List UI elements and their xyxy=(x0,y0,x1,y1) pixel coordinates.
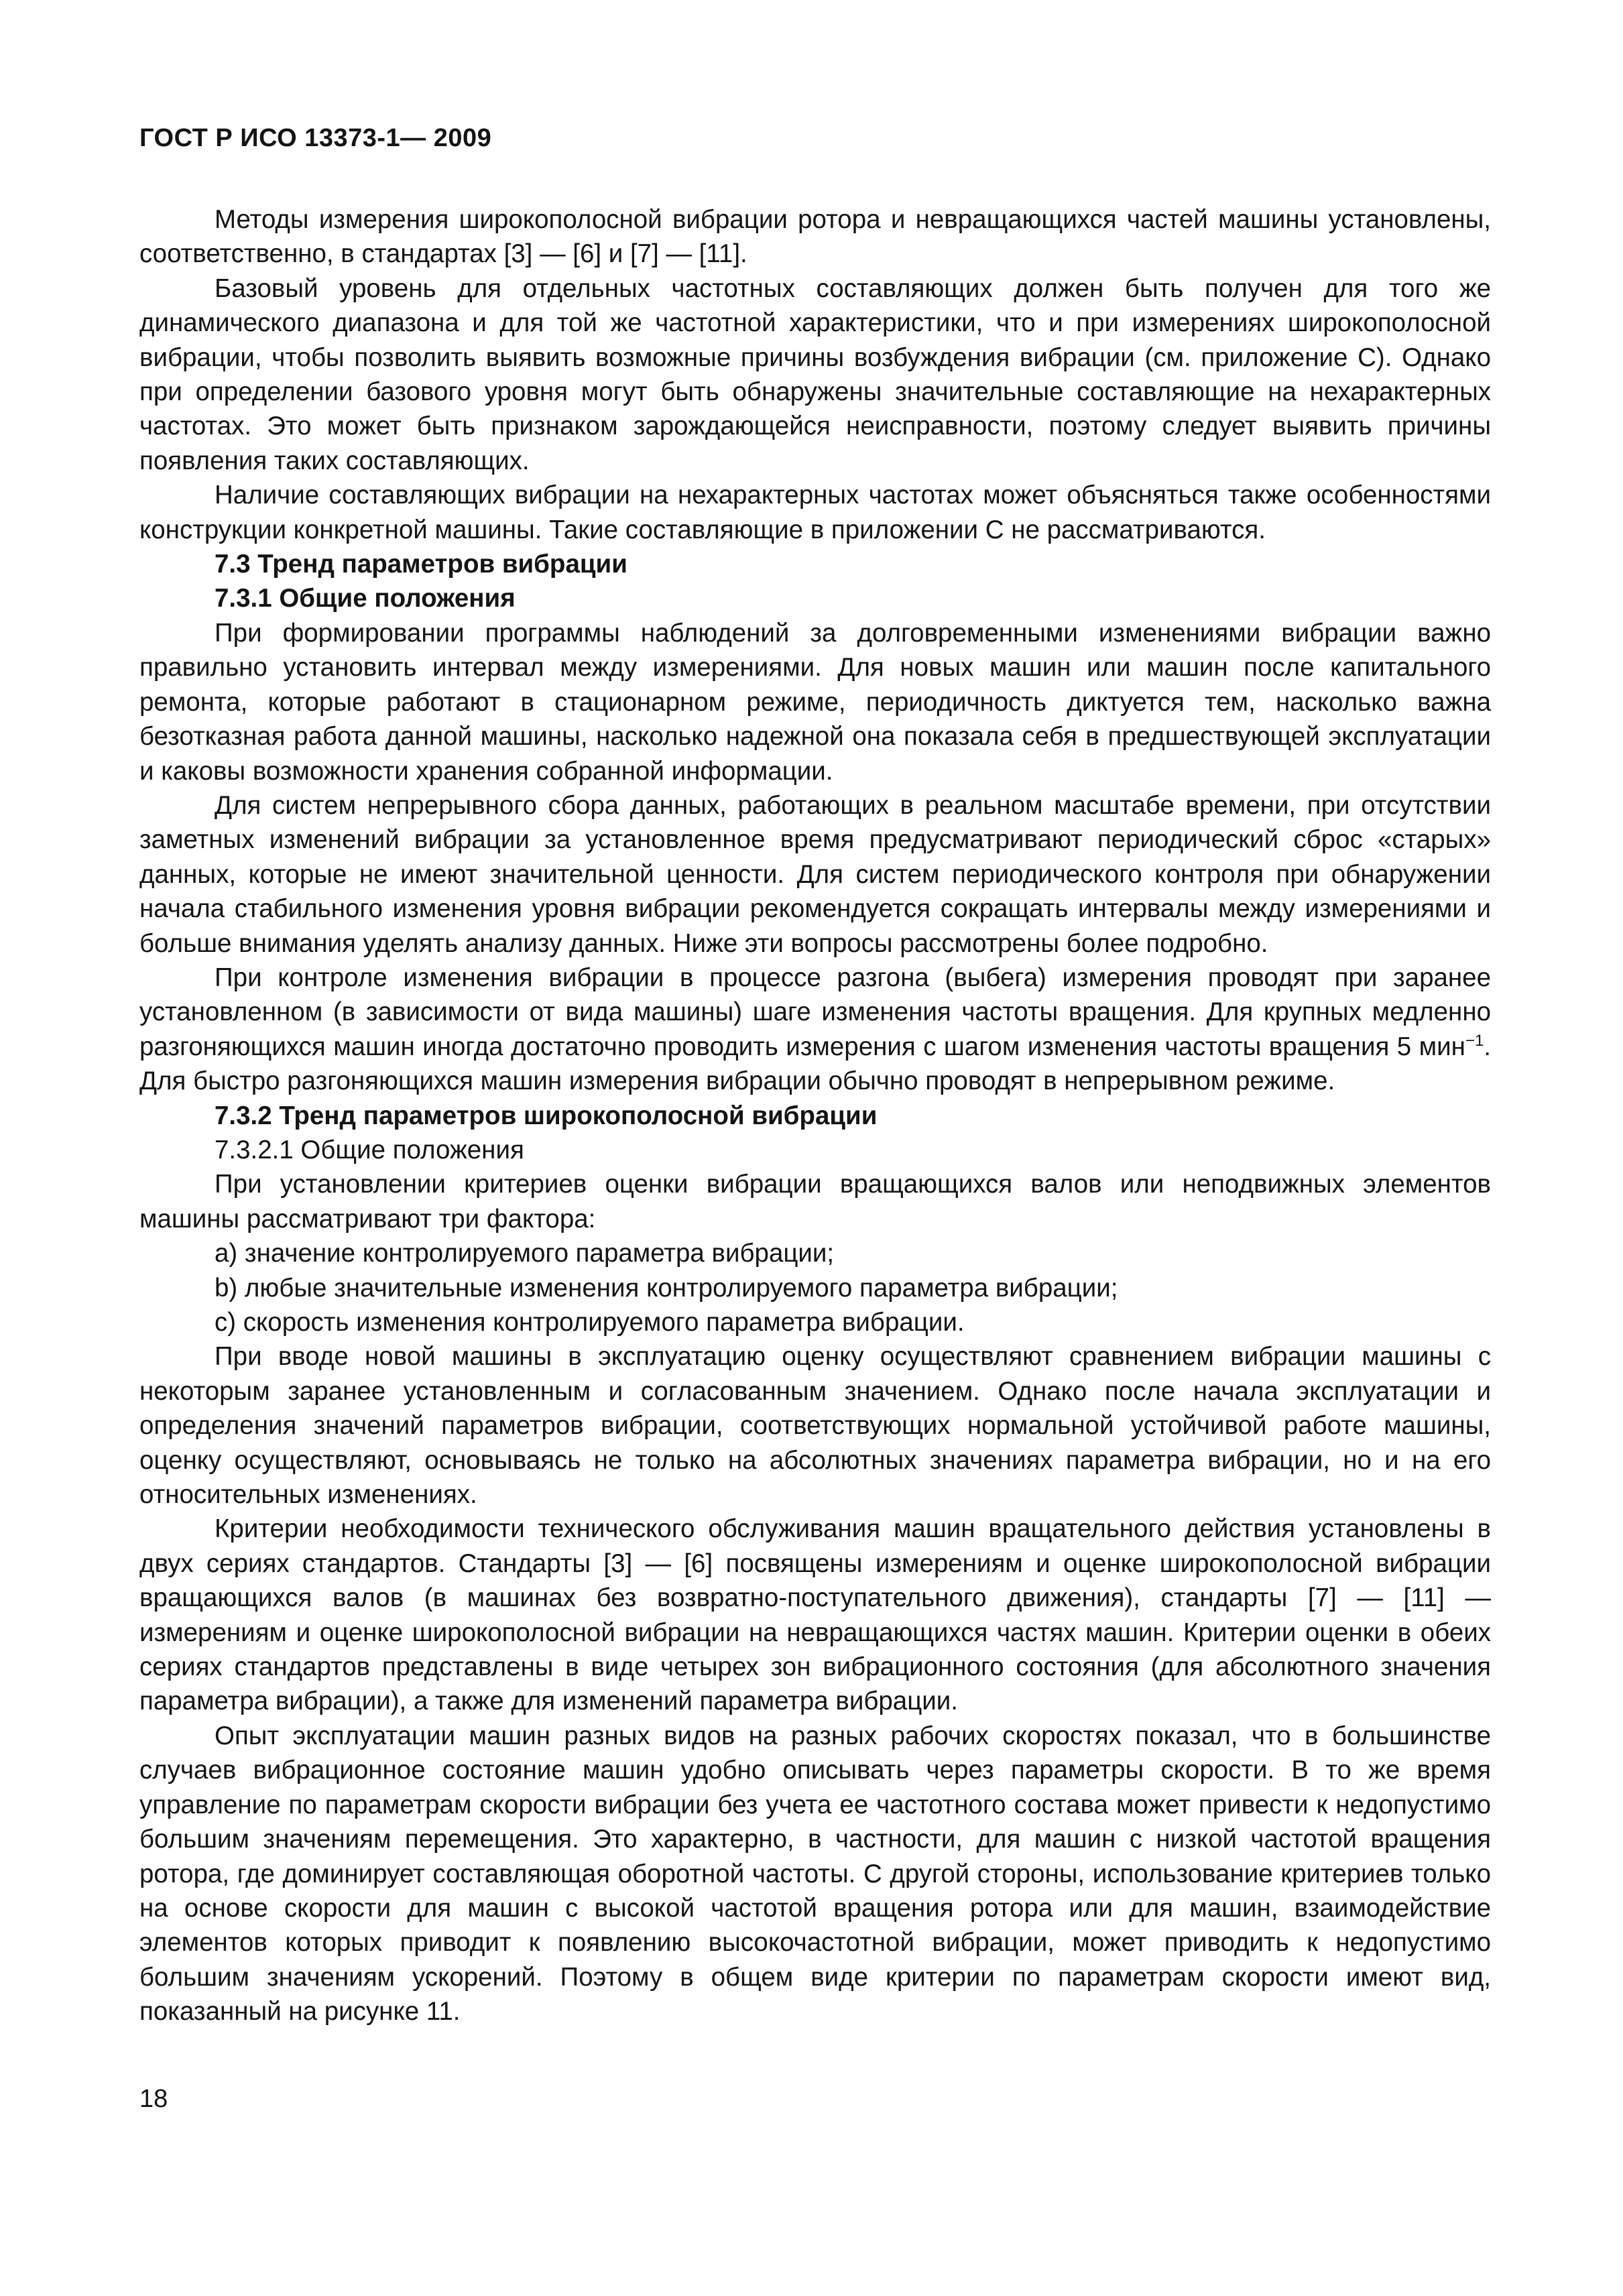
document-body xyxy=(139,202,1491,2029)
superscript: −1 xyxy=(1465,1031,1484,1050)
paragraph: Наличие составляющих вибрации на нехарактерных частотах может объясняться также особенностями конструкции конкретной машины. Такие составляющие в приложении С не рассматриваются. xyxy=(139,481,1491,544)
list-item: b) любые значительные изменения контролируемого параметра вибрации; xyxy=(215,1273,1118,1303)
list-item: c) скорость изменения контролируемого параметра вибрации. xyxy=(215,1308,965,1337)
paragraph: Базовый уровень для отдельных частотных составляющих должен быть получен для того же динамического диапазона и для той же частотной характеристики, что и при измерениях широкополосной вибрации, чтобы позволить выявить возможные причины возбуждения вибрации (см. приложение С). Однако при определении базового уровня могут быть обнаружены значительные составляющие на нехарактерных частотах. Это может быть признаком зарождающейся неисправности, поэтому следует выявить причины появления таких составляющих. xyxy=(139,274,1491,475)
section-heading-7-3: 7.3 Тренд параметров вибрации xyxy=(215,550,627,579)
section-heading-7-3-2: 7.3.2 Тренд параметров широкополосной вибрации xyxy=(215,1101,878,1130)
paragraph: Критерии необходимости технического обслуживания машин вращательного действия установлены в двух сериях стандартов. Стандарты [3] — [6] посвящены измерениям и оценке широкополосной вибрации вращающихся валов (в машинах без возвратно-поступательного движения), стандарты [7] — [11] — измерениям и оценке широкополосной вибрации на невращающихся частях машин. Критерии оценки в обеих сериях стандартов представлены в виде четырех зон вибрационного состояния (для абсолютного значения параметра вибрации), а также для изменений параметра вибрации. xyxy=(139,1514,1491,1716)
list-item: a) значение контролируемого параметра вибрации; xyxy=(215,1239,835,1268)
paragraph-text: . Для быстро разгоняющихся машин измерения вибрации обычно проводят в непрерывном режиме. xyxy=(139,1032,1491,1096)
paragraph-text: При контроле изменения вибрации в процессе разгона (выбега) измерения проводят при заранее установленном (в зависимости от вида машины) шаге изменения частоты вращения. Для крупных медленно разгоняющихся машин иногда достаточно проводить измерения с шагом изменения частоты вращения 5 мин xyxy=(139,963,1491,1061)
paragraph xyxy=(139,961,1491,1099)
section-heading-7-3-1: 7.3.1 Общие положения xyxy=(215,584,516,613)
paragraph: При вводе новой машины в эксплуатацию оценку осуществляют сравнением вибрации машины с некоторым заранее установленным и согласованным значением. Однако после начала эксплуатации и определения значений параметров вибрации, соответствующих нормальной устойчивой работе машины, оценку осуществляют, основываясь не только на абсолютных значениях параметра вибрации, но и на его относительных изменениях. xyxy=(139,1342,1491,1510)
section-heading-7-3-2-1: 7.3.2.1 Общие положения xyxy=(215,1135,524,1164)
document-code-header: ГОСТ Р ИСО 13373-1— 2009 xyxy=(139,124,492,152)
paragraph: Для систем непрерывного сбора данных, работающих в реальном масштабе времени, при отсутствии заметных изменений вибрации за установленное время предусматривают периодический сброс «старых» данных, которые не имеют значительной ценности. Для систем периодического контроля при обнаружении начала стабильного изменения уровня вибрации рекомендуется сокращать интервалы между измерениями и больше внимания уделять анализу данных. Ниже эти вопросы рассмотрены более подробно. xyxy=(139,790,1491,958)
paragraph: Методы измерения широкополосной вибрации ротора и невращающихся частей машины установлены, соответственно, в стандартах [3] — [6] и [7] — [11]. xyxy=(139,205,1491,269)
paragraph: Опыт эксплуатации машин разных видов на разных рабочих скоростях показал, что в большинстве случаев вибрационное состояние машин удобно описывать через параметры скорости. В то же время управление по параметрам скорости вибрации без учета ее частотного состава может привести к недопустимо большим значениям перемещения. Это характерно, в частности, для машин с низкой частотой вращения ротора, где доминирует составляющая оборотной частоты. С другой стороны, использование критериев только на основе скорости для машин с высокой частотой вращения ротора или для машин, взаимодействие элементов которых приводит к появлению высокочастотной вибрации, может приводить к недопустимо большим значениям ускорений. Поэтому в общем виде критерии по параметрам скорости имеют вид, показанный на рисунке 11. xyxy=(139,1721,1491,2027)
paragraph: При формировании программы наблюдений за долговременными изменениями вибрации важно правильно установить интервал между измерениями. Для новых машин или машин после капитального ремонта, которые работают в стационарном режиме, периодичность диктуется тем, насколько важна безотказная работа данной машины, насколько надежной она показала себя в предшествующей эксплуатации и каковы возможности хранения собранной информации. xyxy=(139,618,1491,786)
paragraph: При установлении критериев оценки вибрации вращающихся валов или неподвижных элементов машины рассматривают три фактора: xyxy=(139,1170,1491,1233)
page-number: 18 xyxy=(139,2085,168,2113)
